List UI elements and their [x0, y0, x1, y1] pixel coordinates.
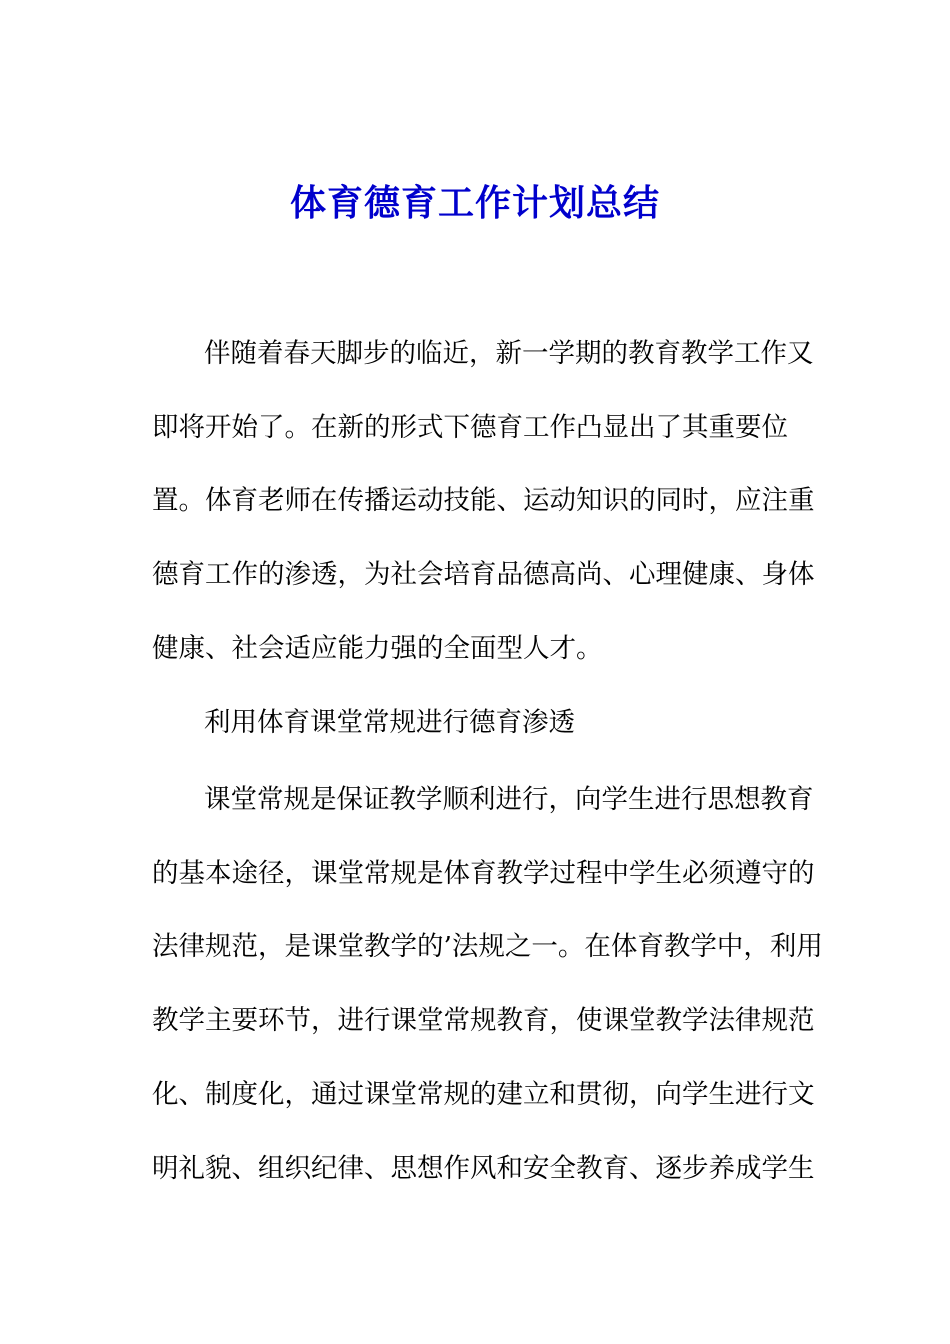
paragraph-line: 化、制度化，通过课堂常规的建立和贯彻，向学生进行文 — [152, 1079, 815, 1110]
paragraph-line: 法律规范，是课堂教学的’法规之一。在体育教学中，利用 — [152, 931, 823, 962]
document-title: 体育德育工作计划总结 — [289, 182, 660, 224]
paragraph-line: 教学主要环节，进行课堂常规教育，使课堂教学法律规范 — [152, 1005, 815, 1036]
paragraph-line: 健康、社会适应能力强的全面型人才。 — [152, 633, 603, 664]
paragraph-line: 置。体育老师在传播运动技能、运动知识的同时，应注重 — [152, 485, 815, 516]
paragraph-line: 德育工作的渗透，为社会培育品德高尚、心理健康、身体 — [152, 559, 815, 590]
paragraph-line: 明礼貌、组织纪律、思想作风和安全教育、逐步养成学生 — [152, 1153, 815, 1184]
section-heading: 利用体育课堂常规进行德育渗透 — [204, 707, 575, 738]
paragraph-line: 伴随着春天脚步的临近，新一学期的教育教学工作又 — [204, 338, 814, 369]
paragraph-line: 即将开始了。在新的形式下德育工作凸显出了其重要位 — [152, 412, 788, 443]
paragraph-line: 的基本途径，课堂常规是体育教学过程中学生必须遵守的 — [152, 858, 815, 889]
paragraph-line: 课堂常规是保证教学顺利进行，向学生进行思想教育 — [204, 784, 814, 815]
